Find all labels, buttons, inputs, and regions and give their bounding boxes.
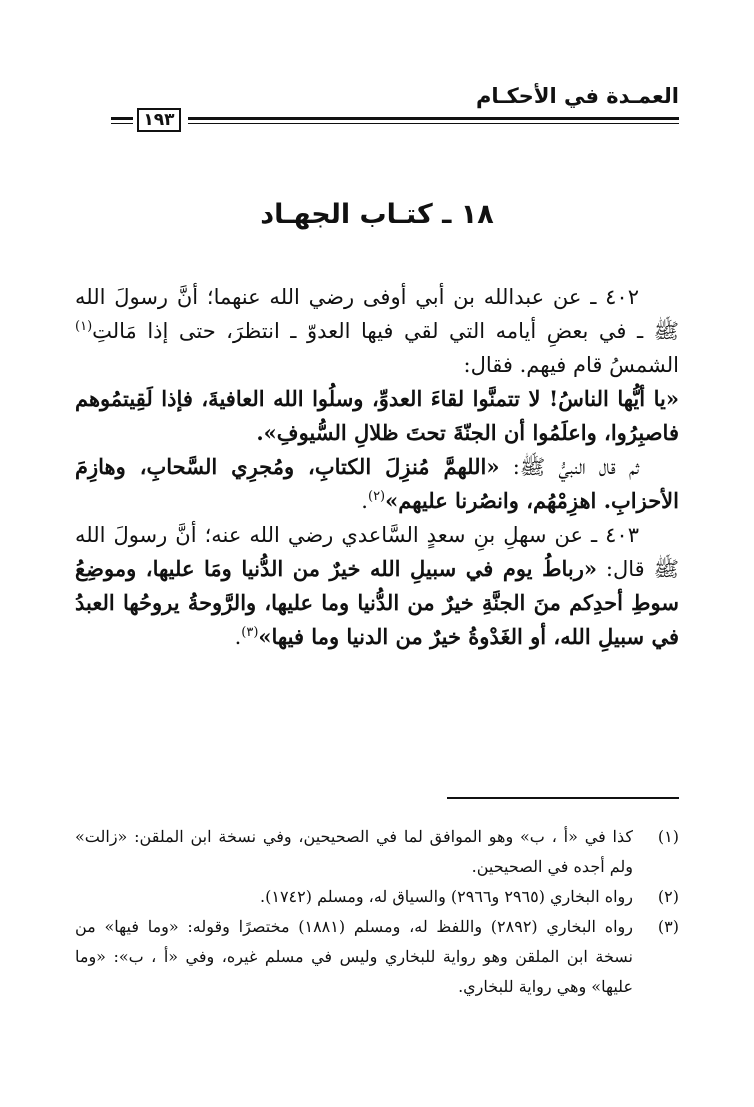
footnote-ref-1: (١)	[75, 319, 93, 334]
footnote-ref-2: (٢)	[367, 489, 386, 504]
header-rule-short	[111, 117, 133, 124]
footnote-text: رواه البخاري (٢٩٦٥ و٢٩٦٦) والسياق له، ومسلم (١٧٤٢).	[260, 887, 633, 906]
footnote-item	[75, 822, 679, 882]
hadith-402-dua	[75, 450, 679, 518]
hadith-402-intro-end: الشمسُ قام فيهم. فقال:	[463, 353, 679, 377]
running-title: العمـدة في الأحكـام	[476, 84, 679, 108]
footnotes	[75, 822, 679, 1002]
footnote-item	[75, 912, 679, 1002]
page-number: ١٩٣	[137, 108, 181, 132]
footnote-number: (٢)	[657, 887, 679, 906]
hadith-402-quote	[75, 382, 679, 450]
hadith-403-end: .	[234, 625, 242, 649]
hadith-402	[75, 280, 679, 382]
hadith-402-quote-text: «يا أيُّها الناسُ! لا تتمنَّوا لقاءَ العدوِّ، وسلُوا الله العافيةَ، فإذا لَقِيتمُوهم فاصبِرُوا، واعلَمُوا أن الجنّةَ تحتَ ظلالِ السُّيوفِ».	[75, 386, 679, 445]
main-text	[75, 280, 679, 654]
hadith-402-dua-text: «اللهمَّ مُنزِلَ الكتابِ، ومُجرِي السَّحابِ، وهازِمَ الأحزابِ. اهزِمْهُم، وانصُرنا عليهم»	[75, 454, 679, 513]
hadith-402-then: ثم قال النبيُّ ﷺ:	[499, 455, 639, 479]
footnote-number: (٣)	[657, 917, 679, 936]
footnote-text: كذا في «أ ، ب» وهو الموافق لما في الصحيحين، وفي نسخة ابن الملقن: «زالت» ولم أجده في الصحيحين.	[75, 827, 633, 876]
footnote-item	[75, 882, 679, 912]
hadith-402-dua-end: .	[361, 489, 368, 513]
footnote-number: (١)	[657, 827, 679, 846]
hadith-403	[75, 518, 679, 654]
hadith-403-quote: «رباطُ يوم في سبيلِ الله خيرٌ من الدُّنيا ومَا عليها، وموضِعُ سوطِ أحدِكم منَ الجنَّةِ خيرٌ من الدُّنيا وما عليها، والرَّوحةُ يروحُها العبدُ في سبيلِ الله، أو الغَدْوةُ خيرٌ من الدنيا وما فيها»	[75, 556, 679, 649]
footnote-ref-3: (٣)	[241, 625, 259, 640]
footnote-text: رواه البخاري (٢٨٩٢) واللفظ له، ومسلم (١٨٨١) مختصرًا وقوله: «وما فيها» من نسخة ابن الملقن وهو رواية للبخاري وليس في مسلم غيره، وفي «أ ، ب»: «وما عليها» وهي رواية للبخاري.	[75, 917, 633, 996]
hadith-403-intro: ٤٠٣ ـ عن سهلِ بنِ سعدٍ السَّاعدي رضي الله عنه؛ أنَّ رسولَ الله ﷺ قال:	[75, 523, 679, 581]
header-rule	[188, 117, 679, 124]
footnote-separator	[447, 797, 679, 799]
chapter-title: ١٨ ـ كتـاب الجهـاد	[260, 199, 494, 230]
hadith-402-intro: ٤٠٢ ـ عن عبدالله بن أبي أوفى رضي الله عنهما؛ أنَّ رسولَ الله ﷺ ـ في بعضِ أيامه التي لقي فيها العدوّ ـ انتظرَ، حتى إذا مَالتِ	[75, 285, 679, 343]
